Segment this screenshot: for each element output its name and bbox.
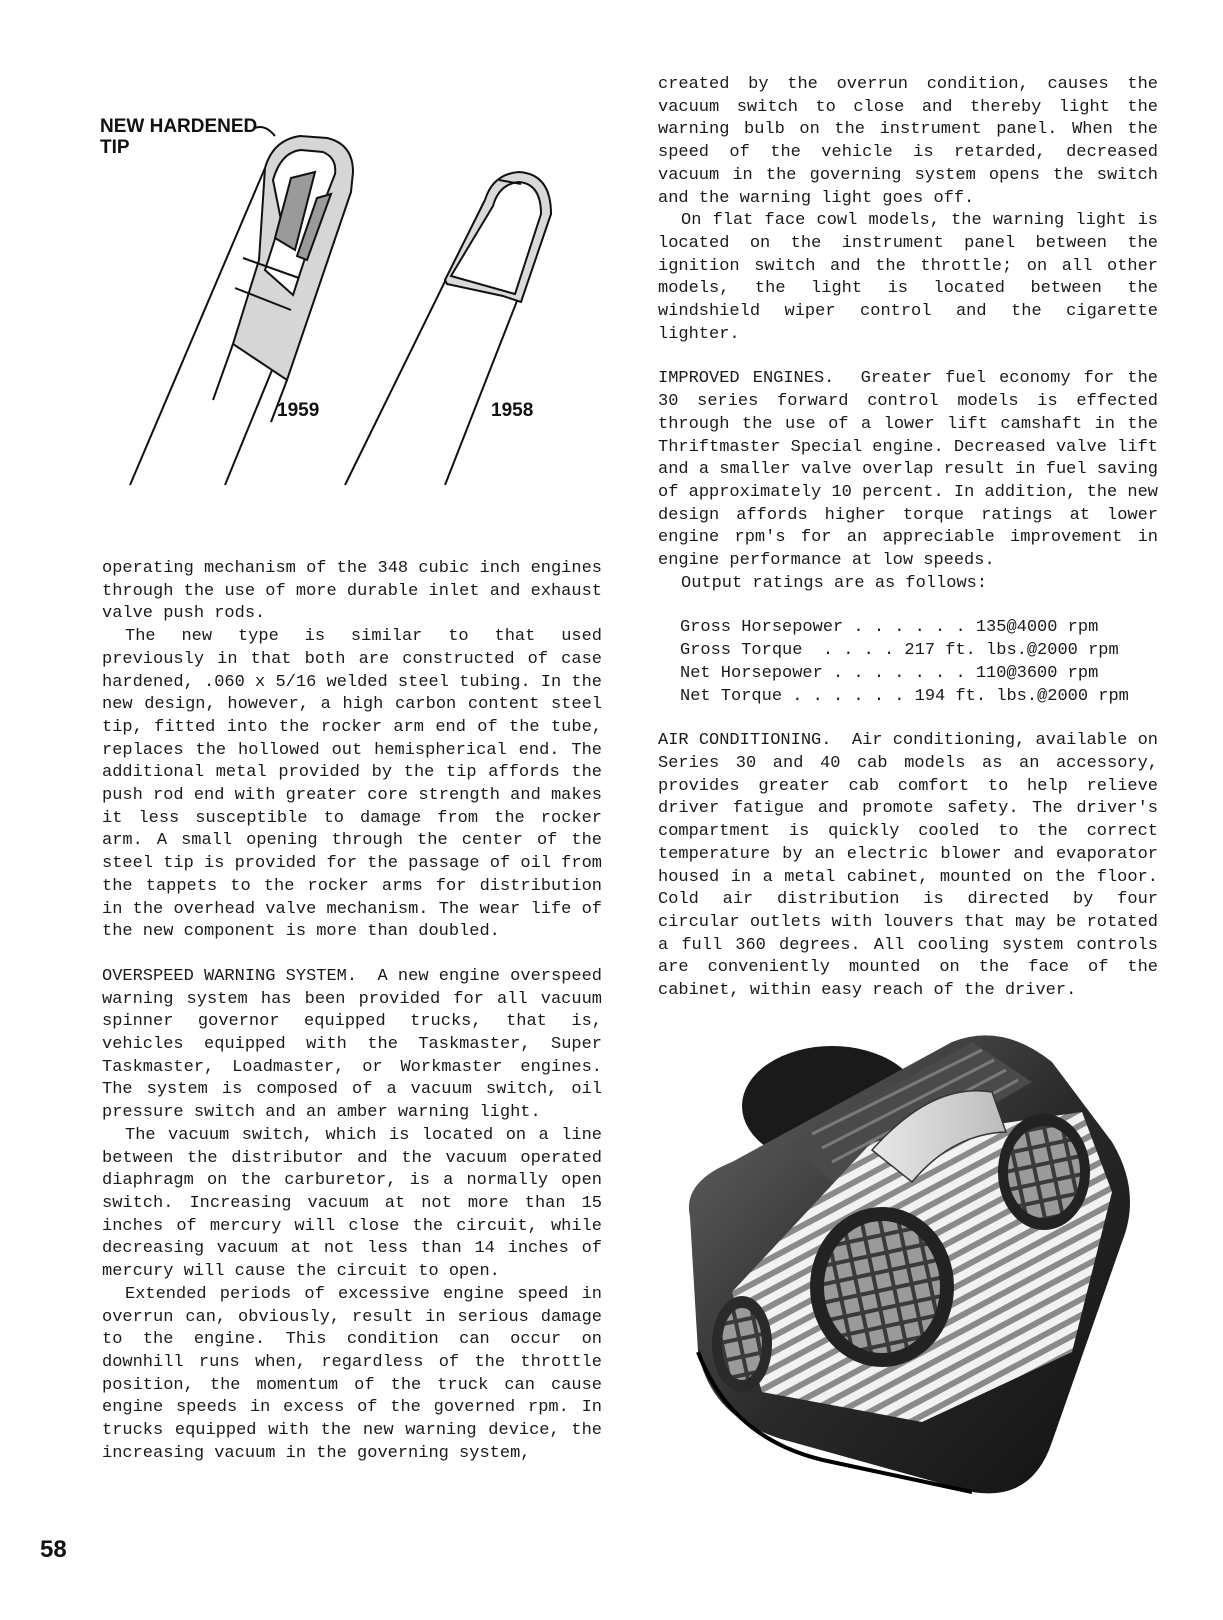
ratings-intro: Output ratings are as follows: [681,573,988,593]
push-rod-diagram [95,110,615,510]
engines-section [658,368,1158,572]
rating-row: Net Horsepower . . . . . . . 110@3600 rpm [680,663,1099,683]
air-section [658,730,1158,1002]
push-rod-1958-drawing [345,172,551,485]
right-paragraph-2: On flat face cowl models, the warning light is located on the instrument panel between the ignition switch and the throttle; on all other models, the light is located between the windshield wiper control and the cigarette lighter. [658,211,1158,344]
air-heading: AIR CONDITIONING. [658,731,832,751]
right-paragraph-1: created by the overrun condition, causes the vacuum switch to close and thereby light the warning bulb on the instrument panel. When the speed of the vehicle is retarded, decreased vacuum in the governing system opens the switch and the warning light goes off. [658,75,1158,208]
air-conditioner-photo [672,1022,1150,1522]
diagram-callout: NEW HARDENED [100,116,258,137]
label-1958: 1958 [491,400,534,421]
engines-text: Greater fuel economy for the 30 series forward control models is effected through the use of a lower lift camshaft in the Thriftmaster Special engine. Decreased valve lift and a smaller valve overlap result in fuel saving of approximately 10 percent. In addition, the new design affords higher torque ratings at lower engine rpm's for an appreciable improvement in engine performance at low speeds. [658,369,1158,571]
right-column [658,74,1158,1003]
push-rod-1959-drawing [130,127,353,485]
left-paragraph-2: The new type is similar to that used previously in that both are constructed of case hardened, .060 x 5/16 welded steel tubing. In the new design, however, a high carbon content steel tip, fitted into the rocker arm end of the tube, replaces the hollowed out hemispherical end. The additional metal provided by the tip affords the push rod end with greater core strength and makes it less susceptible to damage from the rocker arm. A small opening through the center of the steel tip is provided for the passage of oil from the tappets to the rocker arms for distribution in the overhead valve mechanism. The wear life of the new component is more than doubled. [102,627,602,942]
engines-heading: IMPROVED ENGINES. [658,369,835,389]
rating-row: Net Torque . . . . . . 194 ft. lbs.@2000 rpm [680,686,1129,706]
diagram-callout-line-2: TIP [100,137,130,158]
left-column [102,558,602,1465]
page-number: 58 [40,1536,67,1563]
air-text: Air conditioning, available on Series 30 and 40 cab models as an accessory, provides greater cab comfort to help relieve driver fatigue and promote safety. The driver's compartment is quickly cooled to the correct temperature by an electric blower and evaporator housed in a metal cabinet, mounted on the floor. Cold air distribution is directed by four circular outlets with louvers that may be rotated a full 360 degrees. All cooling system controls are conveniently mounted on the face of the cabinet, within easy reach of the driver. [658,731,1158,1001]
rating-row: Gross Horsepower . . . . . . 135@4000 rpm [680,618,1099,638]
left-paragraph-5: Extended periods of excessive engine speed in overrun can, obviously, result in serious damage to the engine. This condition can occur on downhill runs when, regardless of the throttle position, the momentum of the truck can cause engine speeds in excess of the governed rpm. In trucks equipped with the new warning device, the increasing vacuum in the governing system, [102,1284,602,1463]
overspeed-heading: OVERSPEED WARNING SYSTEM. [102,966,358,986]
push-rod-illustration [95,110,615,510]
left-paragraph-4: The vacuum switch, which is located on a line between the distributor and the vacuum operated diaphragm on the carburetor, is a normally open switch. Increasing vacuum at not more than 15 inches of mercury will close the circuit, while decreasing vacuum at not less than 14 inches of mercury will cause the circuit to open. [102,1125,602,1282]
left-paragraph-1: operating mechanism of the 348 cubic inch engines through the use of more durable inlet and exhaust valve push rods. [102,559,602,624]
overspeed-text: A new engine overspeed warning system has been provided for all vacuum spinner governor equipped trucks, that is, vehicles equipped with the Taskmaster, Super Taskmaster, Loadmaster, or Workmaster engines. The system is composed of a vacuum switch, oil pressure switch and an amber warning light. [102,966,602,1123]
air-conditioner-illustration [672,1022,1150,1522]
overspeed-section [102,966,602,1125]
ratings-list [680,617,1158,708]
label-1959: 1959 [277,400,320,421]
rating-row: Gross Torque . . . . 217 ft. lbs.@2000 rpm [680,641,1119,661]
